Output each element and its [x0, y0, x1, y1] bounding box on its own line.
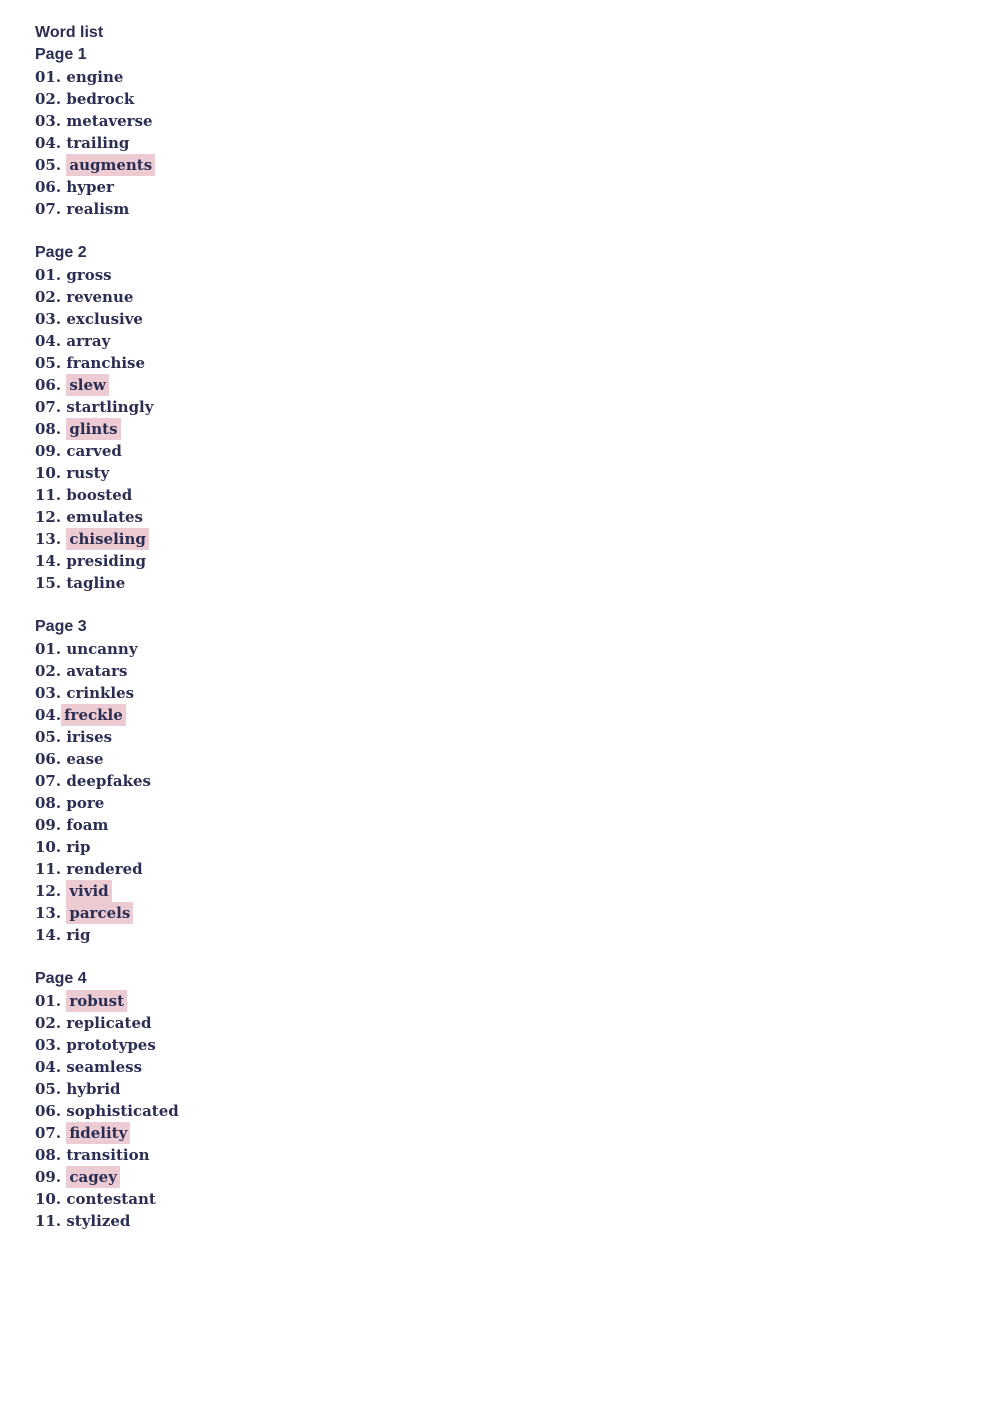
item-word: realism: [66, 200, 130, 218]
word-list-item: [35, 924, 993, 946]
item-word: crinkles: [66, 684, 135, 702]
item-number: 01.: [35, 68, 62, 86]
item-word: uncanny: [66, 640, 138, 658]
item-word: augments: [66, 154, 155, 176]
word-list-item: [35, 858, 993, 880]
section-header: Page 2: [35, 244, 87, 261]
word-list-item: [35, 176, 993, 198]
word-list: [35, 44, 993, 1232]
item-word: replicated: [66, 1014, 152, 1032]
item-number: 06.: [35, 1102, 62, 1120]
item-word: tagline: [66, 574, 126, 592]
word-list-item: [35, 682, 993, 704]
item-word: hybrid: [66, 1080, 121, 1098]
word-list-item: [35, 726, 993, 748]
item-number: 07.: [35, 772, 62, 790]
item-word: engine: [66, 68, 124, 86]
item-word: rusty: [66, 464, 110, 482]
item-word: slew: [66, 374, 109, 396]
item-number: 03.: [35, 1036, 62, 1054]
item-number: 11.: [35, 860, 62, 878]
item-word: foam: [66, 816, 109, 834]
item-number: 12.: [35, 882, 62, 900]
item-word: vivid: [66, 880, 111, 902]
word-list-item: [35, 748, 993, 770]
item-number: 13.: [35, 904, 62, 922]
item-word: transition: [66, 1146, 150, 1164]
item-word: rip: [66, 838, 91, 856]
item-number: 08.: [35, 794, 62, 812]
word-list-item: [35, 484, 993, 506]
item-number: 05.: [35, 156, 62, 174]
item-word: cagey: [66, 1166, 120, 1188]
item-number: 11.: [35, 486, 62, 504]
word-list-item: [35, 110, 993, 132]
item-word: bedrock: [66, 90, 135, 108]
item-number: 11.: [35, 1212, 62, 1230]
item-word: franchise: [66, 354, 146, 372]
item-number: 04.: [35, 134, 62, 152]
word-list-item: [35, 308, 993, 330]
word-list-item: [35, 836, 993, 858]
page-title: Word list: [35, 24, 104, 41]
word-list-item: [35, 528, 993, 550]
word-list-item: [35, 1100, 993, 1122]
item-number: 07.: [35, 1124, 62, 1142]
item-word: rendered: [66, 860, 143, 878]
word-list-item: [35, 330, 993, 352]
section-header: Page 4: [35, 970, 87, 987]
item-number: 03.: [35, 310, 62, 328]
word-list-item: [35, 132, 993, 154]
item-word: robust: [66, 990, 127, 1012]
word-items: [35, 66, 993, 220]
item-word: contestant: [66, 1190, 156, 1208]
item-word: array: [66, 332, 111, 350]
word-list-item: [35, 1210, 993, 1232]
item-number: 12.: [35, 508, 62, 526]
section-header: Page 3: [35, 618, 87, 635]
item-number: 05.: [35, 354, 62, 372]
word-list-item: [35, 792, 993, 814]
item-word: metaverse: [66, 112, 153, 130]
item-number: 10.: [35, 1190, 62, 1208]
page-section: [35, 968, 993, 1232]
item-word: rig: [66, 926, 91, 944]
item-number: 03.: [35, 684, 62, 702]
item-number: 04.: [35, 706, 62, 724]
item-number: 14.: [35, 552, 62, 570]
word-list-item: [35, 902, 993, 924]
item-number: 13.: [35, 530, 62, 548]
item-word: fidelity: [66, 1122, 130, 1144]
word-items: [35, 264, 993, 594]
word-list-item: [35, 1056, 993, 1078]
item-word: pore: [66, 794, 105, 812]
word-list-item: [35, 396, 993, 418]
word-list-item: [35, 1188, 993, 1210]
item-number: 04.: [35, 1058, 62, 1076]
item-word: emulates: [66, 508, 143, 526]
item-word: glints: [66, 418, 120, 440]
word-list-item: [35, 990, 993, 1012]
item-word: freckle: [61, 704, 126, 726]
word-list-item: [35, 770, 993, 792]
item-number: 02.: [35, 90, 62, 108]
item-word: startlingly: [66, 398, 154, 416]
word-list-item: [35, 572, 993, 594]
word-list-item: [35, 286, 993, 308]
item-number: 01.: [35, 992, 62, 1010]
word-list-item: [35, 1034, 993, 1056]
item-number: 07.: [35, 200, 62, 218]
word-items: [35, 638, 993, 946]
word-list-item: [35, 154, 993, 176]
item-word: seamless: [66, 1058, 143, 1076]
item-number: 08.: [35, 1146, 62, 1164]
item-number: 09.: [35, 442, 62, 460]
word-list-item: [35, 550, 993, 572]
page-section: [35, 44, 993, 220]
item-word: boosted: [66, 486, 133, 504]
section-header: Page 1: [35, 46, 87, 63]
word-list-item: [35, 352, 993, 374]
item-word: chiseling: [66, 528, 149, 550]
item-number: 01.: [35, 640, 62, 658]
word-list-item: [35, 374, 993, 396]
item-number: 02.: [35, 662, 62, 680]
item-word: stylized: [66, 1212, 131, 1230]
item-number: 03.: [35, 112, 62, 130]
word-list-item: [35, 66, 993, 88]
word-list-item: [35, 880, 993, 902]
item-number: 14.: [35, 926, 62, 944]
item-word: presiding: [66, 552, 147, 570]
item-word: ease: [66, 750, 104, 768]
item-word: carved: [66, 442, 122, 460]
item-number: 10.: [35, 464, 62, 482]
word-list-item: [35, 1122, 993, 1144]
item-word: revenue: [66, 288, 134, 306]
word-list-item: [35, 462, 993, 484]
word-list-item: [35, 1012, 993, 1034]
item-number: 02.: [35, 1014, 62, 1032]
item-number: 06.: [35, 750, 62, 768]
item-number: 06.: [35, 376, 62, 394]
item-number: 09.: [35, 1168, 62, 1186]
item-word: avatars: [66, 662, 128, 680]
item-word: prototypes: [66, 1036, 156, 1054]
word-list-item: [35, 264, 993, 286]
word-list-item: [35, 814, 993, 836]
word-list-item: [35, 418, 993, 440]
word-list-item: [35, 638, 993, 660]
item-number: 08.: [35, 420, 62, 438]
item-number: 05.: [35, 728, 62, 746]
word-list-item: [35, 1144, 993, 1166]
item-number: 01.: [35, 266, 62, 284]
item-number: 15.: [35, 574, 62, 592]
item-word: irises: [66, 728, 113, 746]
word-list-item: [35, 88, 993, 110]
word-items: [35, 990, 993, 1232]
word-list-item: [35, 1078, 993, 1100]
item-word: parcels: [66, 902, 133, 924]
item-number: 06.: [35, 178, 62, 196]
word-list-item: [35, 660, 993, 682]
item-word: sophisticated: [66, 1102, 179, 1120]
item-number: 10.: [35, 838, 62, 856]
item-word: trailing: [66, 134, 130, 152]
item-word: hyper: [66, 178, 114, 196]
item-word: deepfakes: [66, 772, 151, 790]
item-number: 09.: [35, 816, 62, 834]
item-number: 07.: [35, 398, 62, 416]
word-list-item: [35, 198, 993, 220]
page-section: [35, 242, 993, 594]
page-section: [35, 616, 993, 946]
word-list-item: [35, 506, 993, 528]
word-list-item: [35, 440, 993, 462]
item-number: 02.: [35, 288, 62, 306]
word-list-item: [35, 704, 993, 726]
item-number: 04.: [35, 332, 62, 350]
item-word: gross: [66, 266, 112, 284]
item-number: 05.: [35, 1080, 62, 1098]
word-list-item: [35, 1166, 993, 1188]
item-word: exclusive: [66, 310, 143, 328]
